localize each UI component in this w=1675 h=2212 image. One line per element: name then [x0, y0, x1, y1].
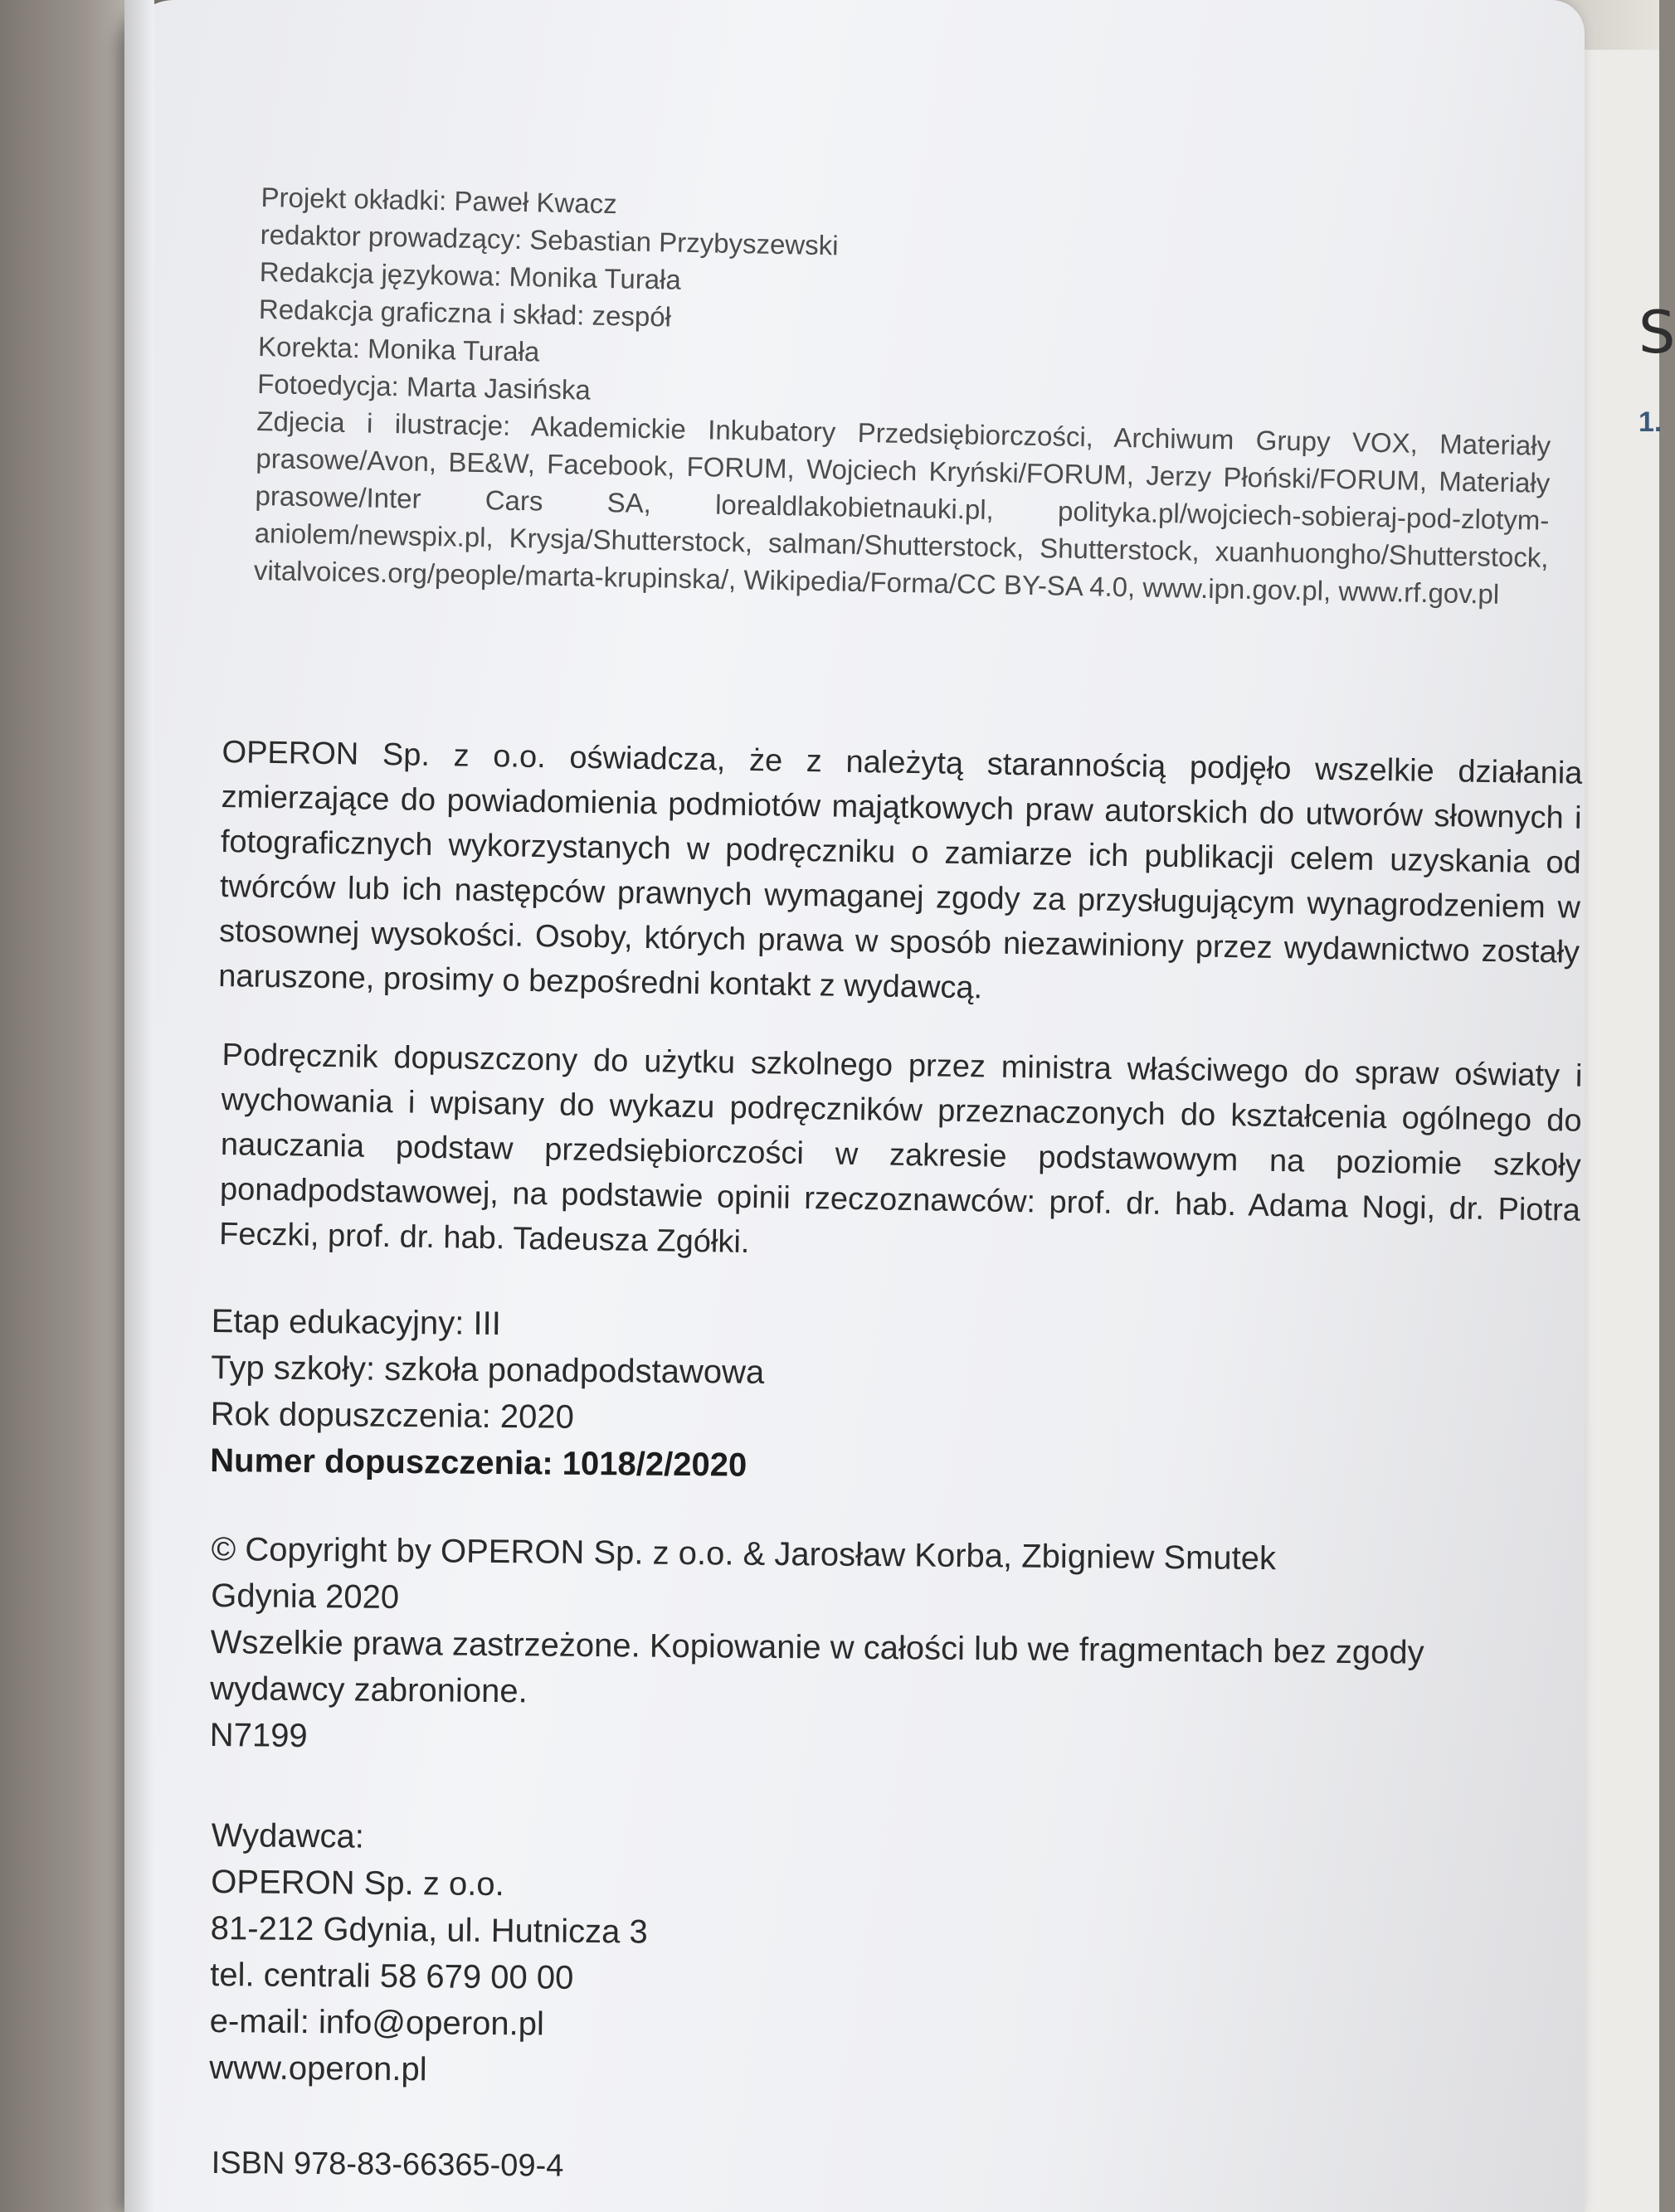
page-left-edge — [124, 0, 154, 2212]
copyright-line: © Copyright by OPERON Sp. z o.o. & Jarosław Korba, Zbigniew Smutek — [211, 1530, 1277, 1578]
copyright-rights: Wszelkie prawa zastrzeżone. Kopiowanie w całości lub we fragmentach bez zgody wydawcy zabronione. — [210, 1623, 1424, 1710]
copyright-block — [210, 1526, 1539, 1770]
next-page-number-fragment: 1. — [1638, 406, 1663, 438]
publisher-address: 81-212 Gdynia, ul. Hutnicza 3 — [210, 1909, 648, 1951]
next-page-heading-fragment: S — [1638, 299, 1675, 367]
publisher-label: Wydawca: — [211, 1816, 365, 1855]
publisher-block — [209, 1812, 1539, 2103]
publisher-name: OPERON Sp. z o.o. — [211, 1863, 504, 1903]
approval-note — [219, 1033, 1583, 1278]
background-left — [0, 0, 141, 2212]
copyright-code: N7199 — [209, 1716, 308, 1755]
education-stage: Etap edukacyjny: III — [211, 1302, 502, 1343]
credit-proofreading: Korekta: Monika Turała — [257, 330, 540, 367]
publisher-phone: tel. centrali 58 679 00 00 — [210, 1956, 574, 1996]
credit-graphic-editing: Redakcja graficzna i skład: zespół — [258, 293, 672, 333]
approval-year: Rok dopuszczenia: 2020 — [210, 1395, 575, 1436]
publisher-email: e-mail: info@operon.pl — [209, 2002, 545, 2043]
school-type: Typ szkoły: szkoła ponadpodstawowa — [211, 1349, 765, 1391]
publisher-web: www.operon.pl — [209, 2049, 427, 2088]
approval-note-text: Podręcznik dopuszczony do użytku szkolnego przez ministra właściwego do spraw oświaty i wychowania i wpisany do wykazu podręczników przeznaczonych do kształcenia ogólnego do nauczania podstaw przedsiębiorczości w zakresie podstawowym na poziomie szkoły ponadpodstawowej, na podstawie opinii rzeczoznawców: prof. dr. hab. Adama Nogi, dr. Piotra Feczki, prof. dr. hab. Tadeusza Zgółki. — [218, 1037, 1583, 1261]
credit-photos: Zdjecia i ilustracje: Akademickie Inkubatory Przedsiębiorczości, Archiwum Grupy VOX, Materiały prasowe/Avon, BE&W, Facebook, FORUM, Wojciech Kryński/FORUM, Jerzy Płoński/FORUM, Materiały prasowe/Inter Cars SA, lorealdlakobietnauki.pl, polityka.pl/wojciech-sobieraj-pod-zlotym-aniolem/newspix.pl, Krysja/Shutterstock, salman/Shutterstock, Shutterstock, xuanhuongho/Shutterstock, vitalvoices.org/people/marta-krupinska/, Wikipedia/Forma/CC BY-SA 4.0, www.ipn.gov.pl, www.rf.gov.pl — [253, 405, 1551, 610]
copyright-place: Gdynia 2020 — [211, 1577, 400, 1616]
rights-statement — [218, 730, 1583, 1020]
credit-cover: Projekt okładki: Paweł Kwacz — [261, 181, 618, 220]
credit-managing-editor: redaktor prowadzący: Sebastian Przybyszewski — [260, 218, 839, 261]
approval-number: Numer dopuszczenia: 1018/2/2020 — [210, 1441, 747, 1484]
credit-photo-editing: Fotoedycja: Marta Jasińska — [256, 367, 592, 406]
education-info — [210, 1298, 1539, 1495]
credit-language-editing: Redakcja językowa: Monika Turała — [259, 255, 682, 295]
credits-block — [253, 178, 1555, 614]
isbn-number: ISBN 978-83-66365-09-4 — [211, 2145, 564, 2184]
rights-statement-text: OPERON Sp. z o.o. oświadcza, że z należytą starannością podjęło wszelkie działania zmierzające do powiadomienia podmiotów majątkowych praw autorskich do utworów słownych i fotograficznych wykorzystanych w podręczniku o zamiarze ich publikacji celem uzyskania od twórców lub ich następców prawnych wymaganej zgody za przysługującym wynagrodzeniem w stosownej wysokości. Osoby, których prawa w sposób niezawiniony przez wydawnictwo zostały naruszone, prosimy o bezpośredni kontakt z wydawcą. — [218, 734, 1583, 1006]
